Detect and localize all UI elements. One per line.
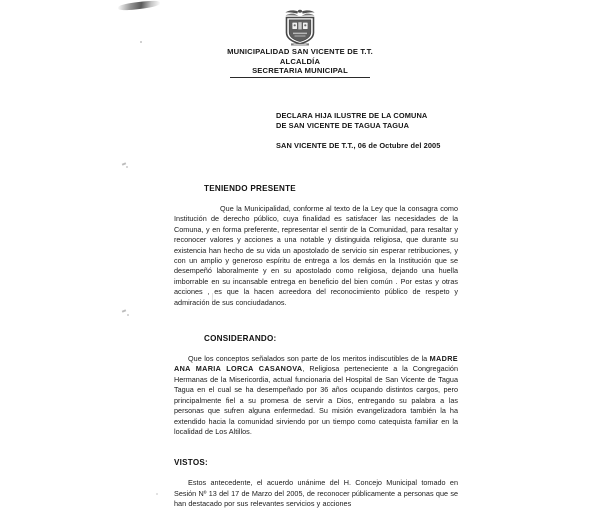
paragraph-text: Estos antecedente, el acuerdo unánime del H. Concejo Municipal tomado en Sesión Nº 13 del 17 de Marzo del 2005, de reconocer públicamente a personas que se han destacado por sus relevantes servicios y acciones: [174, 478, 458, 509]
decree-title-block: [276, 111, 536, 131]
letterhead-line-municipality: MUNICIPALIDAD SAN VICENTE DE T.T.: [227, 47, 373, 56]
section-paragraph-considerando: [174, 354, 458, 437]
letterhead-secretaria-text: SECRETARIA MUNICIPAL: [230, 66, 370, 78]
scan-speck-artifact: [126, 166, 128, 168]
section-paragraph-teniendo-presente: [174, 204, 458, 308]
letterhead-line-secretaria: [0, 66, 600, 78]
section-heading-considerando: CONSIDERANDO:: [204, 334, 277, 344]
decree-title-line-2: DE SAN VICENTE DE TAGUA TAGUA: [276, 120, 410, 130]
section-spacer: [174, 308, 458, 334]
coat-of-arms-shield-icon: [281, 7, 319, 47]
section-heading-teniendo-presente: TENIENDO PRESENTE: [204, 184, 296, 193]
document-body: [174, 184, 458, 510]
paragraph-text-post: , Religiosa perteneciente a la Congregación Hermanas de la Misericordia, actual funcionaria del Hospital de San Vicente de Tagua Tagua en el cual se ha desempeñado por 36 años ocupando distintos cargos, pero principalmente fiel a su promesa de servir a Dios, entregando su palabra a las personas que sufren alguna enfermedad. Su misión evangelizadora también la ha extendido hacia la comunidad sirviendo por un tiempo como catequista familiar en la localidad de Los Altillos.: [174, 364, 458, 436]
scan-speck-artifact: [127, 314, 129, 316]
scan-speck-artifact: [122, 162, 126, 165]
section-heading-vistos: VISTOS:: [174, 458, 208, 468]
letterhead: [0, 47, 600, 78]
scan-speck-artifact: [122, 309, 126, 312]
emblem-container: [0, 7, 600, 47]
section-paragraph-vistos: [174, 478, 458, 509]
section-spacer: [174, 437, 458, 458]
honoree-name: MADRE ANA MARIA LORCA CASANOVA: [174, 354, 458, 374]
decree-title-line-1: DECLARA HIJA ILUSTRE DE LA COMUNA: [276, 111, 428, 120]
dateline: SAN VICENTE DE T.T., 06 de Octubre del 2005: [276, 141, 441, 150]
scan-speck-artifact: [156, 493, 158, 495]
paragraph-text: Que la Municipalidad, conforme al texto de la Ley que la consagra como Institución de derecho público, cuya finalidad es satisfacer las necesidades de la Comuna, y en forma preferente, representar el sentir de la Comunidad, para resaltar y reconocer valores y acciones a una notable y distinguida religiosa, que durante su existencia han hecho de su vida un apostolado de servicio sin esperar retribuciones, y con un amplio y generoso espíritu de entrega a los demás en la Institución que se desempeñó laboralmente y en su apostolado como religiosa, dejando una huella imborrable en su incansable entrega en beneficio del bien común . Por estas y otras acciones , es que la hacen acreedora del reconocimiento público de respeto y admiración de sus conciudadanos.: [174, 204, 458, 307]
letterhead-line-alcaldia: ALCALDÍA: [279, 56, 321, 66]
paragraph-text-pre: Que los conceptos señalados son parte de los meritos indiscutibles de la: [188, 354, 430, 364]
